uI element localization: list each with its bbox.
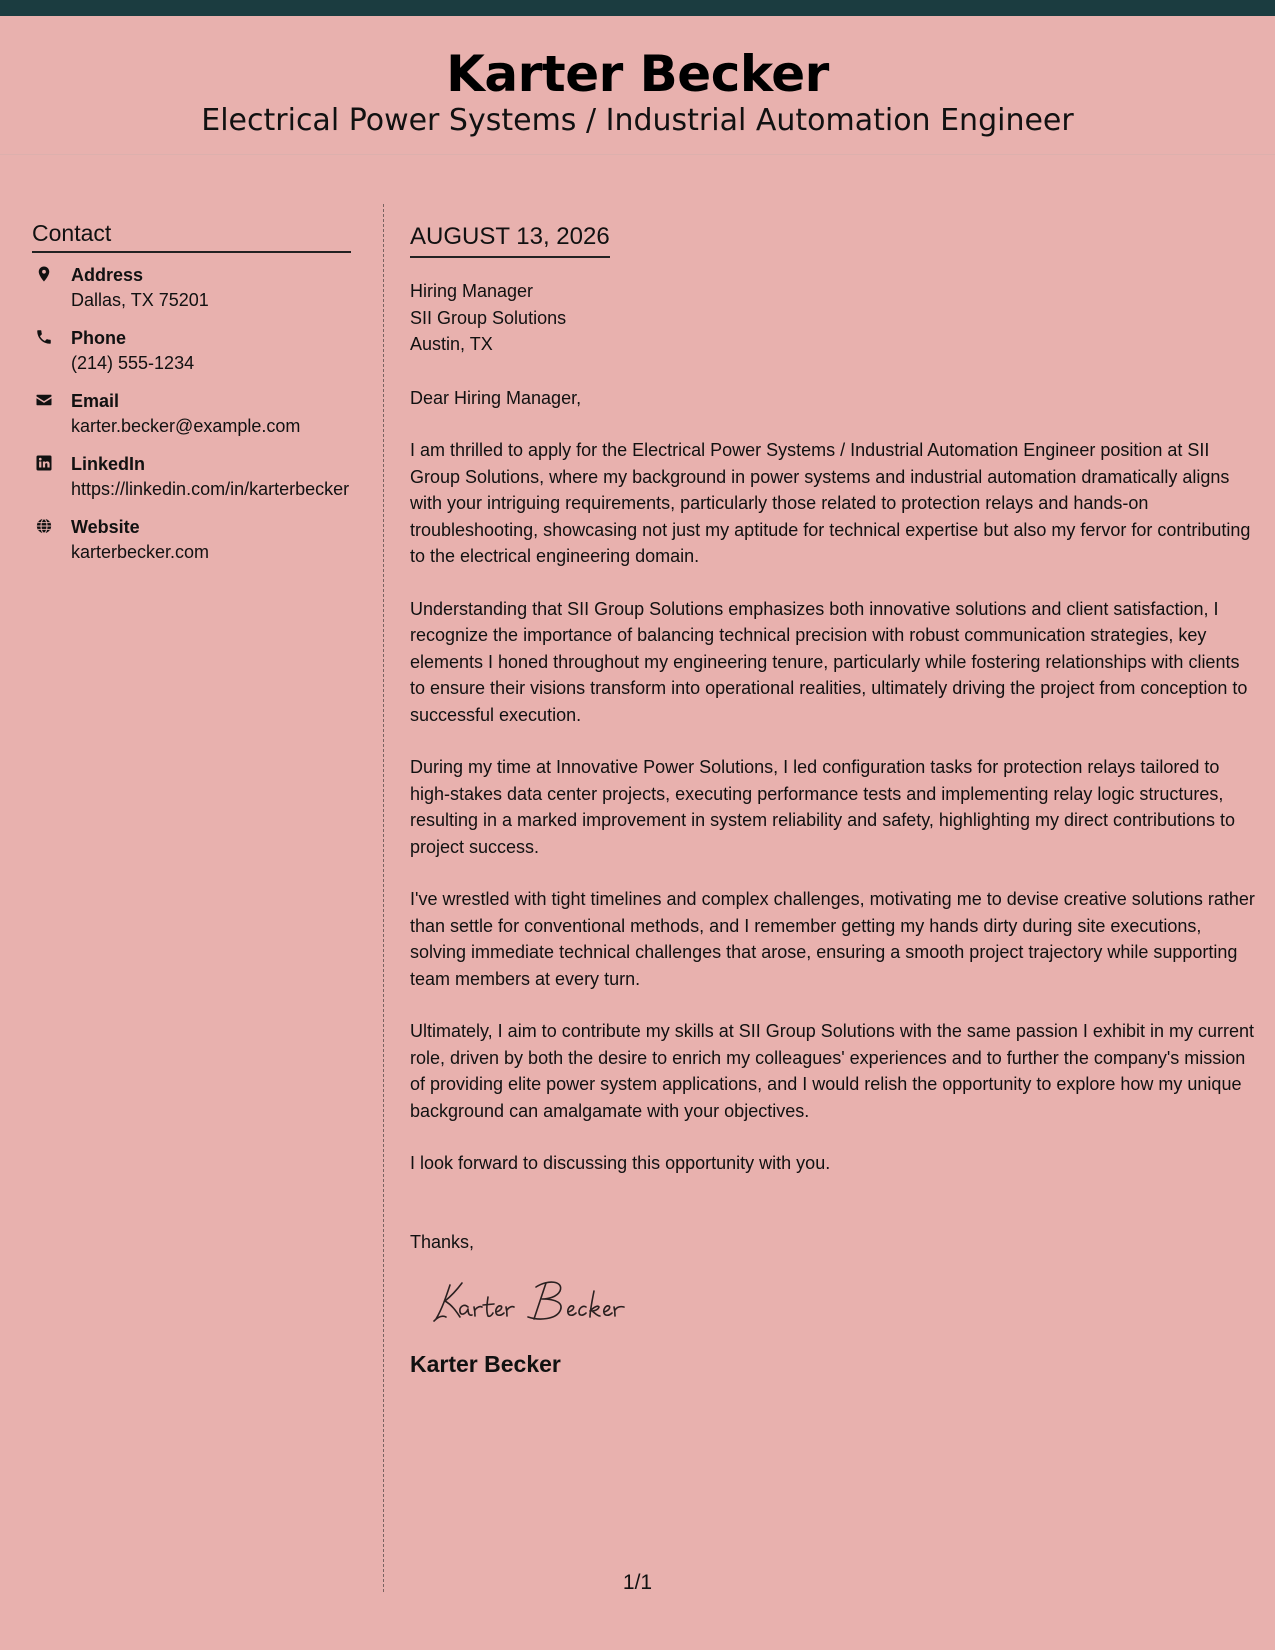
letter-paragraph: I look forward to discussing this opportunity with you. [410, 1153, 831, 1173]
letter-paragraph: Ultimately, I aim to contribute my skills at SII Group Solutions with the same passion I exhibit in my current role, driven by both the desire to enrich my colleagues' experiences and to further the company's mission of providing elite power system applications, and I would relish the opportunity to explore how my unique background can amalgamate with your objectives. [410, 1021, 1254, 1121]
contact-linkedin [32, 452, 351, 501]
handwritten-signature [428, 1271, 688, 1331]
page-header [0, 16, 1275, 155]
contact-value[interactable]: karterbecker.com [71, 542, 210, 562]
contact-website [32, 515, 351, 564]
contact-phone [32, 326, 351, 375]
letter-date: AUGUST 13, 2026 [410, 220, 610, 258]
contact-label: LinkedIn [71, 454, 146, 474]
linkedin-icon [35, 454, 53, 472]
letter-closing: Thanks, [410, 1231, 475, 1252]
letter-paragraph: I am thrilled to apply for the Electrical Power Systems / Industrial Automation Engineer position at SII Group Solutions, where my background in power systems and industrial automation dramatically aligns with your intriguing requirements, particularly those related to protection relays and hands-on troubleshooting, showcasing not just my aptitude for technical expertise but also my fervor for contributing to the electrical engineering domain. [410, 440, 1251, 566]
salutation: Dear Hiring Manager, [410, 387, 582, 408]
recipient-block [410, 278, 1255, 358]
contact-email [32, 389, 351, 438]
contact-label: Website [71, 517, 140, 537]
candidate-role: Electrical Power Systems / Industrial Automation Engineer [201, 103, 1074, 138]
recipient-location: Austin, TX [410, 334, 493, 354]
envelope-icon [35, 391, 53, 409]
letter-paragraph: During my time at Innovative Power Solutions, I led configuration tasks for protection relays tailored to high-stakes data center projects, executing performance tests and implementing relay logic structures, resulting in a marked improvement in system reliability and safety, highlighting my direct contributions to project success. [410, 757, 1236, 857]
contact-value[interactable]: https://linkedin.com/in/karterbecker [71, 479, 350, 499]
contact-label: Email [71, 391, 120, 411]
phone-icon [35, 328, 53, 346]
contact-address [32, 263, 351, 312]
letter-body [410, 220, 1255, 1379]
map-pin-icon [35, 265, 53, 283]
contact-label: Phone [71, 328, 127, 348]
contact-value: Dallas, TX 75201 [71, 290, 209, 310]
letter-paragraph: Understanding that SII Group Solutions emphasizes both innovative solutions and client satisfaction, I recognize the importance of balancing technical precision with robust communication strategies, key elements I honed throughout my engineering tenure, particularly while fostering relationships with clients to ensure their visions transform into operational realities, ultimately driving the project from conception to successful execution. [410, 598, 1248, 725]
contact-heading: Contact [32, 218, 351, 253]
top-accent-bar [0, 0, 1275, 16]
signer-name: Karter Becker [410, 1350, 561, 1377]
recipient-company: SII Group Solutions [410, 307, 567, 328]
recipient-name: Hiring Manager [410, 281, 534, 301]
letter-paragraph: I've wrestled with tight timelines and complex challenges, motivating me to devise creative solutions rather than settle for conventional methods, and I remember getting my hands dirty during site executions, solving immediate technical challenges that arose, ensuring a smooth project trajectory while supporting team members at every turn. [410, 889, 1255, 989]
contact-label: Address [71, 265, 144, 285]
page-number: 1/1 [622, 1571, 653, 1594]
contact-sidebar [32, 218, 351, 578]
contact-value: (214) 555-1234 [71, 353, 195, 373]
candidate-name: Karter Becker [446, 45, 829, 103]
globe-icon [35, 517, 53, 535]
column-divider [383, 204, 384, 1592]
contact-value[interactable]: karter.becker@example.com [71, 416, 301, 436]
